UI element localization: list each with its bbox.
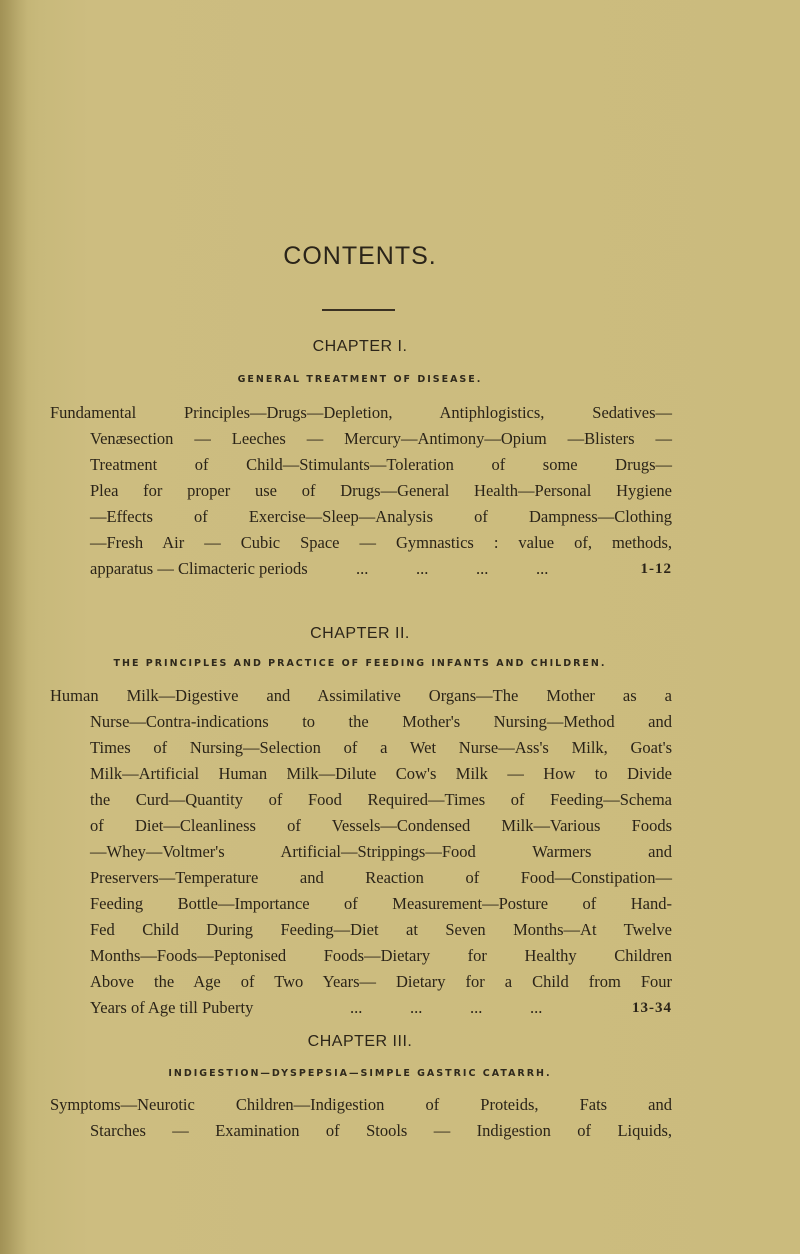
entry-last-line [50, 556, 672, 582]
page-range: 1-12 [640, 561, 672, 577]
page-title: CONTENTS. [283, 242, 437, 270]
entry-line: Months—Foods—Peptonised Foods—Dietary for Healthy Children [90, 946, 672, 965]
chapter-2-entry [50, 683, 672, 1021]
entry-line: apparatus — Climacteric periods [90, 559, 308, 578]
page-range: 13-34 [632, 1000, 672, 1016]
leader-dots: ... [356, 559, 369, 578]
leader-dots: ... [410, 998, 423, 1017]
chapter-3-entry [50, 1092, 672, 1144]
entry-last-line [50, 995, 672, 1021]
leader-dots: ... [416, 559, 429, 578]
chapter-3-subtitle: INDIGESTION—DYSPEPSIA—SIMPLE GASTRIC CATARRH. [168, 1068, 552, 1079]
entry-line: —Effects of Exercise—Sleep—Analysis of Dampness—Clothing [90, 507, 672, 526]
entry-line: Feeding Bottle—Importance of Measurement—Posture of Hand- [90, 894, 672, 913]
entry-line: Human Milk—Digestive and Assimilative Organs—The Mother as a [50, 686, 672, 705]
entry-line: Preservers—Temperature and Reaction of Food—Constipation— [90, 868, 672, 887]
entry-line: Symptoms—Neurotic Children—Indigestion of Proteids, Fats and [50, 1095, 672, 1114]
entry-line: Starches — Examination of Stools — Indigestion of Liquids, [90, 1121, 672, 1140]
entry-line: of Diet—Cleanliness of Vessels—Condensed Milk—Various Foods [90, 816, 672, 835]
chapter-1-subtitle: GENERAL TREATMENT OF DISEASE. [237, 374, 483, 385]
chapter-2-subtitle: THE PRINCIPLES AND PRACTICE OF FEEDING INFANTS AND CHILDREN. [113, 658, 607, 669]
title-divider [322, 309, 395, 311]
chapter-3-heading: CHAPTER III. [307, 1033, 413, 1050]
leader-dots: ... [530, 998, 543, 1017]
entry-line: —Whey—Voltmer's Artificial—Strippings—Food Warmers and [90, 842, 672, 861]
entry-line: Fed Child During Feeding—Diet at Seven Months—At Twelve [90, 920, 672, 939]
entry-line: Venæsection — Leeches — Mercury—Antimony—Opium —Blisters — [90, 429, 672, 448]
leader-dots: ... [470, 998, 483, 1017]
leader-dots: ... [350, 998, 363, 1017]
entry-line: Treatment of Child—Stimulants—Toleration of some Drugs— [90, 455, 672, 474]
entry-line: Times of Nursing—Selection of a Wet Nurse—Ass's Milk, Goat's [90, 738, 672, 757]
chapter-2-heading: CHAPTER II. [310, 625, 410, 642]
entry-line: Above the Age of Two Years— Dietary for a Child from Four [90, 972, 672, 991]
chapter-1-heading: CHAPTER I. [312, 338, 408, 355]
entry-line: Years of Age till Puberty [90, 998, 254, 1017]
entry-line: Plea for proper use of Drugs—General Health—Personal Hygiene [90, 481, 672, 500]
leader-dots: ... [476, 559, 489, 578]
leader-dots: ... [536, 559, 549, 578]
entry-line: —Fresh Air — Cubic Space — Gymnastics : value of, methods, [90, 533, 672, 552]
dot-leaders [350, 995, 590, 1021]
entry-line: Milk—Artificial Human Milk—Dilute Cow's Milk — How to Divide [90, 764, 672, 783]
chapter-1-entry [50, 400, 672, 582]
entry-line: the Curd—Quantity of Food Required—Times of Feeding—Schema [90, 790, 672, 809]
entry-line: Nurse—Contra-indications to the Mother's Nursing—Method and [90, 712, 672, 731]
entry-line: Fundamental Principles—Drugs—Depletion, Antiphlogistics, Sedatives— [50, 403, 672, 422]
dot-leaders [356, 556, 596, 582]
